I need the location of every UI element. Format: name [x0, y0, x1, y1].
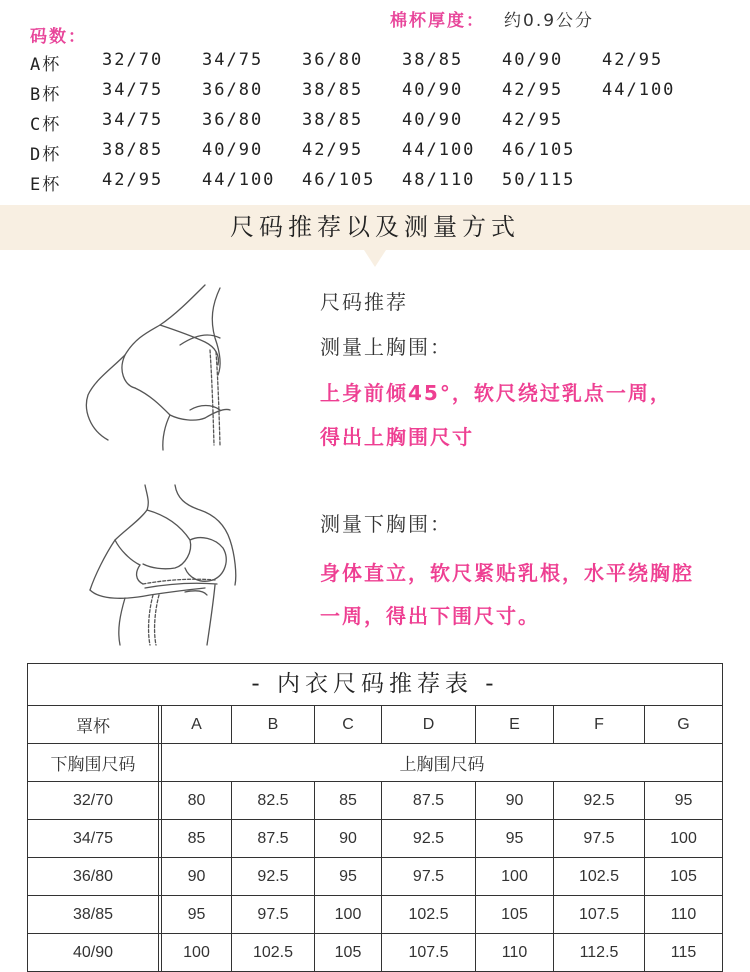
size-value: 48/110	[402, 170, 476, 190]
size-value: 42/95	[502, 80, 564, 100]
under-bust-label: 测量下胸围：	[320, 512, 452, 536]
thickness-label: 棉杯厚度：	[390, 11, 485, 31]
upper-bust-illustration	[80, 280, 250, 455]
upper-bust-instruction-2: 得出上胸围尺寸	[320, 425, 474, 449]
size-row	[30, 110, 750, 140]
over-bust-header: 上胸围尺码	[399, 755, 485, 775]
size-value: 38/85	[402, 50, 464, 70]
recommend-heading: 尺码推荐	[320, 290, 408, 314]
size-value: 46/105	[502, 140, 576, 160]
over-bust-value: 115	[670, 943, 697, 961]
under-bust-size: 36/80	[28, 858, 162, 895]
over-bust-value: 100	[162, 934, 232, 971]
over-bust-value: 95	[674, 791, 693, 809]
size-row	[30, 80, 750, 110]
section-banner	[0, 205, 750, 250]
over-bust-value: 95	[162, 896, 232, 933]
over-bust-value: 100	[670, 829, 697, 847]
over-bust-value: 92.5	[554, 782, 645, 819]
upper-bust-instruction-1: 上身前倾45°，软尺绕过乳点一周，	[320, 381, 672, 405]
size-value: 46/105	[302, 170, 376, 190]
over-bust-value: 87.5	[382, 782, 476, 819]
over-bust-value: 90	[315, 820, 382, 857]
under-bust-size: 38/85	[28, 896, 162, 933]
size-value: 38/85	[102, 140, 164, 160]
size-value: 40/90	[402, 110, 464, 130]
size-row	[30, 140, 750, 170]
cup-c-header: C	[315, 706, 382, 743]
under-bust-header: 下胸围尺码	[28, 744, 162, 781]
thickness-value: 约0.9公分	[504, 11, 595, 31]
over-bust-value: 100	[315, 896, 382, 933]
table-subheader-row	[28, 744, 722, 782]
size-value: 34/75	[202, 50, 264, 70]
table-row	[28, 896, 722, 934]
size-value: 40/90	[202, 140, 264, 160]
over-bust-value: 90	[476, 782, 554, 819]
size-label: 码数：	[30, 27, 87, 47]
table-row	[28, 820, 722, 858]
table-row	[28, 782, 722, 820]
over-bust-value: 102.5	[232, 934, 315, 971]
over-bust-value: 95	[315, 858, 382, 895]
size-value: 44/100	[202, 170, 276, 190]
over-bust-value: 85	[162, 820, 232, 857]
cup-label: C杯	[30, 115, 62, 135]
size-value: 42/95	[502, 110, 564, 130]
over-bust-value: 97.5	[382, 858, 476, 895]
over-bust-value: 90	[162, 858, 232, 895]
size-recommendation-table	[27, 663, 723, 972]
over-bust-value: 107.5	[554, 896, 645, 933]
cup-a-header: A	[162, 706, 232, 743]
upper-bust-label: 测量上胸围：	[320, 335, 452, 359]
over-bust-value: 87.5	[232, 820, 315, 857]
over-bust-value: 92.5	[382, 820, 476, 857]
size-value: 36/80	[302, 50, 364, 70]
cup-g-header: G	[677, 715, 690, 733]
under-bust-instruction-1: 身体直立，软尺紧贴乳根，水平绕胸腔	[320, 561, 694, 585]
table-row	[28, 858, 722, 896]
size-value: 50/115	[502, 170, 576, 190]
under-bust-size: 34/75	[28, 820, 162, 857]
under-bust-size: 32/70	[28, 782, 162, 819]
over-bust-value: 92.5	[232, 858, 315, 895]
under-bust-size: 40/90	[28, 934, 162, 971]
banner-notch	[364, 250, 386, 267]
cup-label: B杯	[30, 85, 62, 105]
cup-b-header: B	[232, 706, 315, 743]
size-row	[30, 170, 750, 200]
size-value: 38/85	[302, 110, 364, 130]
size-value: 32/70	[102, 50, 164, 70]
size-value: 40/90	[402, 80, 464, 100]
size-value: 34/75	[102, 110, 164, 130]
table-title: - 内衣尺码推荐表 -	[28, 664, 722, 706]
over-bust-value: 97.5	[232, 896, 315, 933]
over-bust-value: 102.5	[554, 858, 645, 895]
cup-f-header: F	[554, 706, 645, 743]
size-row	[30, 50, 750, 80]
cup-label: A杯	[30, 55, 62, 75]
over-bust-value: 80	[162, 782, 232, 819]
over-bust-value: 105	[315, 934, 382, 971]
table-header-row	[28, 706, 722, 744]
cup-label: D杯	[30, 145, 62, 165]
over-bust-value: 95	[476, 820, 554, 857]
cup-label: E杯	[30, 175, 62, 195]
over-bust-value: 102.5	[382, 896, 476, 933]
size-value: 40/90	[502, 50, 564, 70]
over-bust-value: 105	[476, 896, 554, 933]
over-bust-value: 105	[670, 867, 697, 885]
size-value: 36/80	[202, 80, 264, 100]
over-bust-value: 85	[315, 782, 382, 819]
banner-title: 尺码推荐以及测量方式	[230, 213, 520, 241]
under-bust-instruction-2: 一周，得出下围尺寸。	[320, 604, 540, 628]
size-value: 42/95	[602, 50, 664, 70]
cup-header: 罩杯	[28, 706, 162, 743]
over-bust-value: 107.5	[382, 934, 476, 971]
over-bust-value: 110	[670, 905, 697, 923]
cup-d-header: D	[382, 706, 476, 743]
over-bust-value: 82.5	[232, 782, 315, 819]
over-bust-value: 100	[476, 858, 554, 895]
size-value: 38/85	[302, 80, 364, 100]
under-bust-illustration	[85, 480, 255, 650]
size-value: 42/95	[102, 170, 164, 190]
size-value: 42/95	[302, 140, 364, 160]
over-bust-value: 112.5	[554, 934, 645, 971]
size-value: 34/75	[102, 80, 164, 100]
size-value: 44/100	[402, 140, 476, 160]
over-bust-value: 97.5	[554, 820, 645, 857]
cup-e-header: E	[476, 706, 554, 743]
size-value: 36/80	[202, 110, 264, 130]
table-row	[28, 934, 722, 972]
over-bust-value: 110	[476, 934, 554, 971]
size-value: 44/100	[602, 80, 676, 100]
